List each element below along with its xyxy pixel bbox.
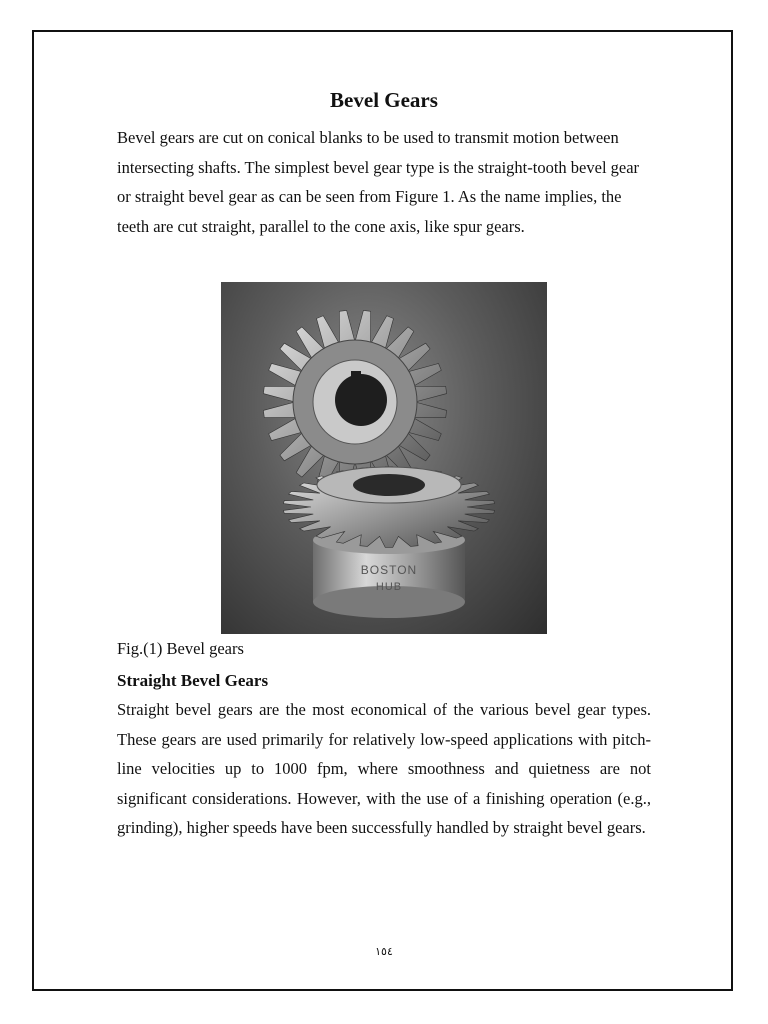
section-paragraph: Straight bevel gears are the most economical of the various bevel gear types. These gears are used primarily for relatively low-speed applications with pitch-line velocities up to 1000 fpm, where smoothness and quietness are not significant considerations. However, with the use of a finishing operation (e.g., grinding), higher speeds have been successfully handled by straight bevel gears.: [117, 700, 651, 838]
lying-gear-bore: [353, 474, 425, 496]
page-number: ١٥٤: [375, 945, 393, 958]
upright-gear-bore: [335, 374, 387, 426]
hub-marking-line1: BOSTON: [360, 563, 418, 577]
hub-marking-line2: HUB: [375, 581, 403, 593]
upright-bevel-gear: [263, 310, 446, 493]
figure-caption: Fig.(1) Bevel gears: [117, 639, 244, 658]
bevel-gears-figure: [221, 282, 547, 634]
lying-bevel-gear: [283, 467, 494, 618]
page-title: Bevel Gears: [330, 88, 438, 112]
section-heading: Straight Bevel Gears: [117, 671, 269, 690]
intro-paragraph: Bevel gears are cut on conical blanks to be used to transmit motion between intersecting shafts. The simplest bevel gear type is the straight-tooth bevel gear or straight bevel gear as can be seen from Figure 1. As the name implies, the teeth are cut straight, parallel to the cone axis, like spur gears.: [117, 128, 640, 236]
